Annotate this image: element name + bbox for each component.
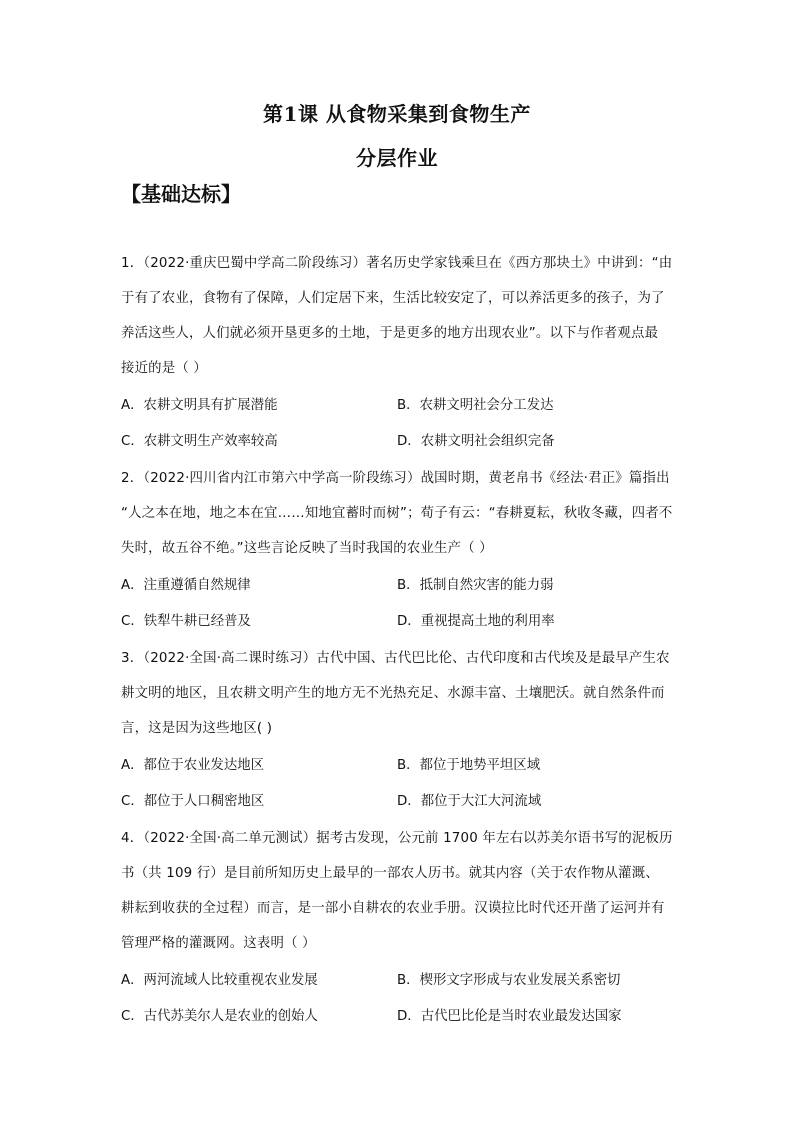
question-2-line: 2．（2022·四川省内江市第六中学高一阶段练习）战国时期，黄老帛书《经法·君正》篇指出 <box>121 471 670 486</box>
question-4-option-b: B．楔形文字形成与农业发展关系密切 <box>397 973 621 988</box>
question-4-line: 4．（2022·全国·高二单元测试）据考古发现，公元前 1700 年左右以苏美尔语书写的泥板历 <box>121 831 673 846</box>
question-3-option-d: D．都位于大江大河流域 <box>397 794 542 809</box>
page-title: 第1课 从食物采集到食物生产 <box>263 102 531 126</box>
question-4-line: 耕耘到收获的全过程）而言，是一部小自耕农的农业手册。汉谟拉比时代还开凿了运河并有 <box>121 901 665 916</box>
question-1-option-b: B．农耕文明社会分工发达 <box>397 398 554 413</box>
question-4-option-c: C．古代苏美尔人是农业的创始人 <box>121 1009 318 1024</box>
question-1-line: 于有了农业，食物有了保障，人们定居下来，生活比较安定了，可以养活更多的孩子，为了 <box>121 291 665 306</box>
question-4-line: 书（共 109 行）是目前所知历史上最早的一部农人历书。就其内容（关于农作物从灌溉、 <box>121 866 659 881</box>
question-3-line: 耕文明的地区，且农耕文明产生的地方无不光热充足、水源丰富、土壤肥沃。就自然条件而 <box>121 686 665 701</box>
question-2-line: 失时，故五谷不绝。”这些言论反映了当时我国的农业生产（ ） <box>121 541 493 556</box>
page-subtitle: 分层作业 <box>356 146 438 170</box>
question-1-line: 1．（2022·重庆巴蜀中学高二阶段练习）著名历史学家钱乘旦在《西方那块土》中讲到：“由 <box>121 256 673 271</box>
question-2-line: “人之本在地，地之本在宜……知地宜蓄时而树”；荀子有云：“春耕夏耘，秋收冬藏，四者不 <box>121 506 673 521</box>
question-2-option-a: A．注重遵循自然规律 <box>121 578 251 593</box>
question-3-line: 言，这是因为这些地区( ) <box>121 721 273 736</box>
question-3-line: 3．（2022·全国·高二课时练习）古代中国、古代巴比伦、古代印度和古代埃及是最早产生农 <box>121 651 670 666</box>
question-3-option-a: A．都位于农业发达地区 <box>121 758 265 773</box>
question-3-option-c: C．都位于人口稠密地区 <box>121 794 265 809</box>
question-4-option-a: A．两河流域人比较重视农业发展 <box>121 973 318 988</box>
question-4-option-d: D．古代巴比伦是当时农业最发达国家 <box>397 1009 622 1024</box>
question-1-line: 养活这些人，人们就必须开垦更多的土地，于是更多的地方出现农业”。以下与作者观点最 <box>121 326 659 341</box>
question-1-option-a: A．农耕文明具有扩展潜能 <box>121 398 278 413</box>
question-1-line: 接近的是（ ） <box>121 361 207 376</box>
question-2-option-b: B．抵制自然灾害的能力弱 <box>397 578 554 593</box>
question-3-option-b: B．都位于地势平坦区域 <box>397 758 541 773</box>
question-1-option-c: C．农耕文明生产效率较高 <box>121 434 278 449</box>
question-1-option-d: D．农耕文明社会组织完备 <box>397 434 555 449</box>
question-2-option-d: D．重视提高土地的利用率 <box>397 614 555 629</box>
question-2-option-c: C．铁犁牛耕已经普及 <box>121 614 251 629</box>
section-heading: 【基础达标】 <box>121 182 241 206</box>
question-4-line: 管理严格的灌溉网。这表明（ ） <box>121 936 316 951</box>
